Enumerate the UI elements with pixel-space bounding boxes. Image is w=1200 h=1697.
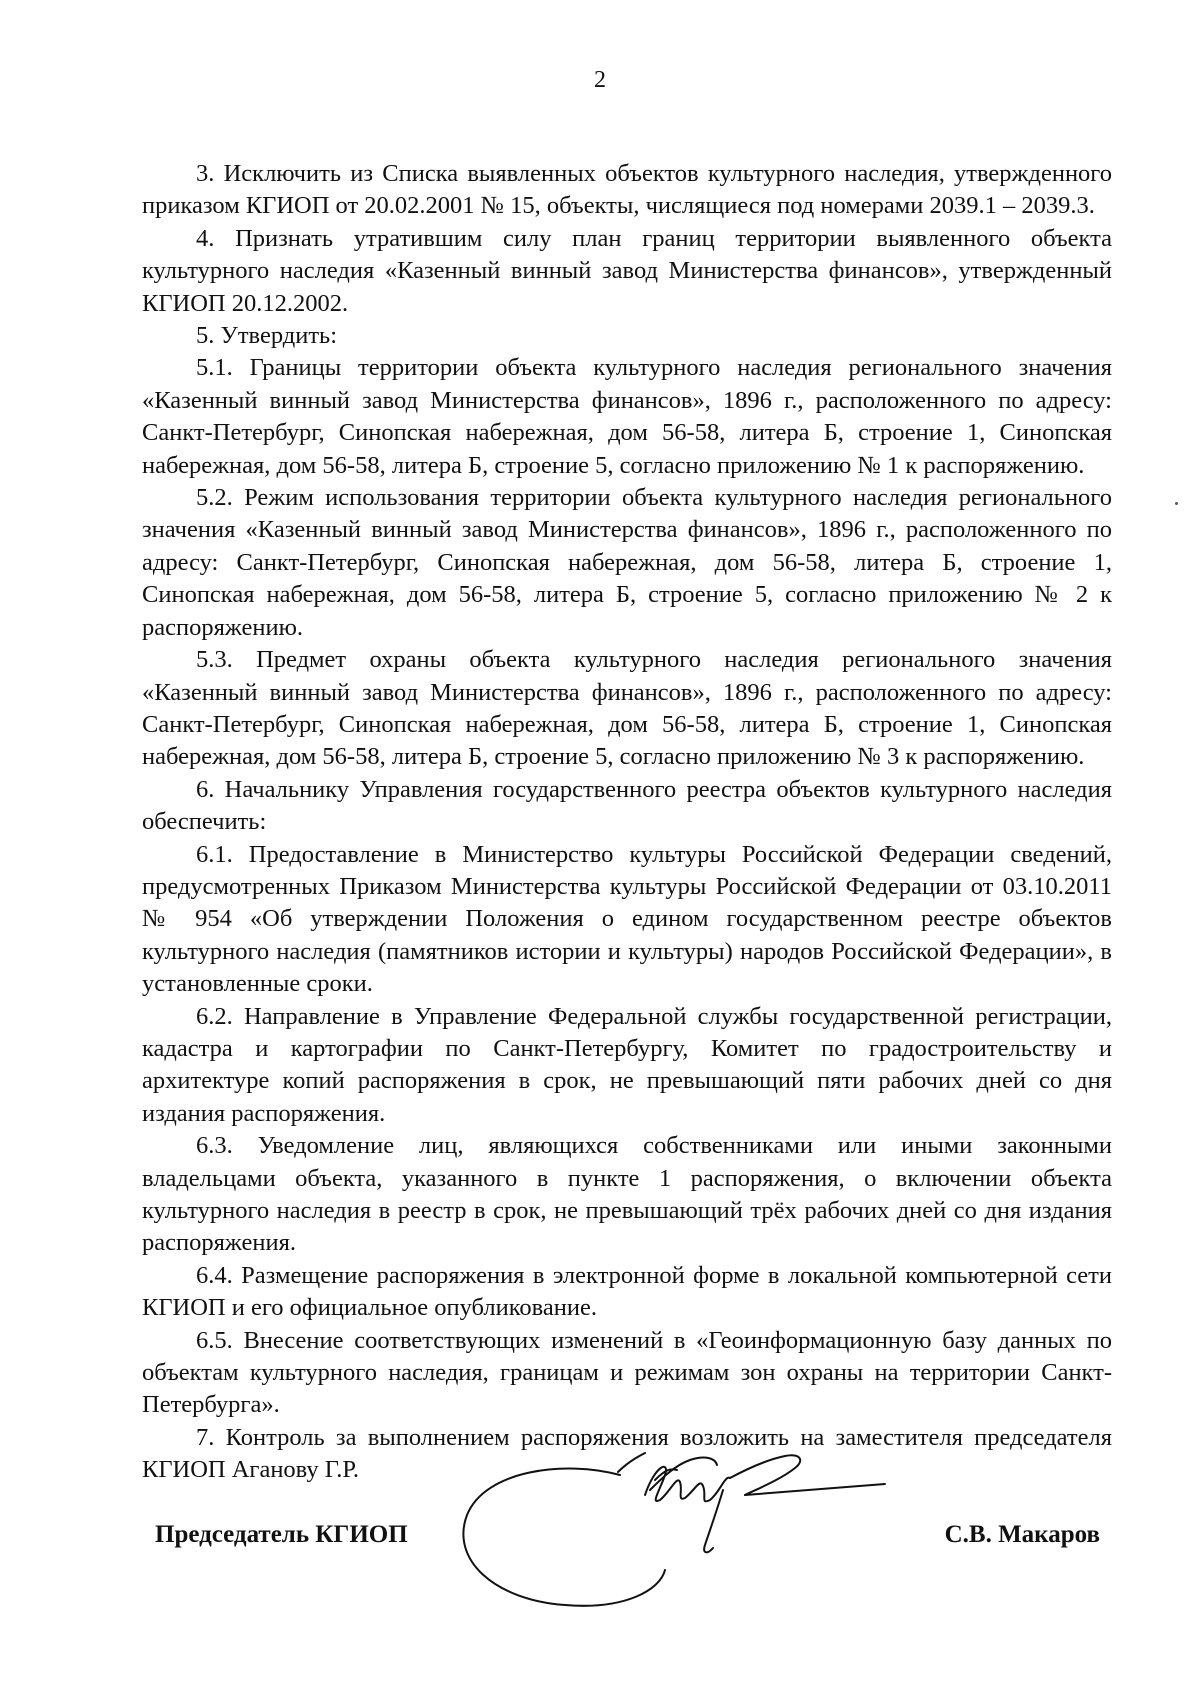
- scan-artifact-dot: [1175, 502, 1178, 505]
- paragraph-6-5: 6.5. Внесение соответствующих изменений в «Геоинформационную базу данных по объектам культурного наследия, границам и режимам зон охраны на территории Санкт-Петербурга».: [142, 1326, 1112, 1419]
- signatory-name: С.В. Макаров: [944, 1521, 1100, 1548]
- handwritten-signature: [455, 1420, 915, 1620]
- paragraph-5-3: 5.3. Предмет охраны объекта культурного наследия регионального значения «Казенный винный завод Министерства финансов», 1896 г., расположенного по адресу: Санкт-Петербург, Синопская набережная, дом 56-58, литера Б, строение 1, Синопская набережная, дом 56-58, литера Б, строение 5, согласно приложению № 3 к распоряжению.: [142, 646, 1112, 771]
- paragraph-4: 4. Признать утратившим силу план границ территории выявленного объекта культурного наследия «Казенный винный завод Министерства финансов», утвержденный КГИОП 20.12.2002.: [142, 224, 1112, 317]
- document-body: [142, 158, 1112, 1487]
- paragraph-7: 7. Контроль за выполнением распоряжения возложить на заместителя председателя КГИОП Аганову Г.Р.: [142, 1423, 1112, 1484]
- paragraph-5-1: 5.1. Границы территории объекта культурного наследия регионального значения «Казенный винный завод Министерства финансов», 1896 г., расположенного по адресу: Санкт-Петербург, Синопская набережная, дом 56-58, литера Б, строение 1, Синопская набережная, дом 56-58, литера Б, строение 5, согласно приложению № 1 к распоряжению.: [142, 354, 1112, 479]
- paragraph-6-1: 6.1. Предоставление в Министерство культуры Российской Федерации сведений, предусмотренных Приказом Министерства культуры Российской Федерации от 03.10.2011 № 954 «Об утверждении Положения о едином государственном реестре объектов культурного наследия (памятников истории и культуры) народов Российской Федерации», в установленные сроки.: [142, 840, 1112, 998]
- paragraph-6-2: 6.2. Направление в Управление Федеральной службы государственной регистрации, кадастра и картографии по Санкт-Петербургу, Комитет по градостроительству и архитектуре копий распоряжения в срок, не превышающий пяти рабочих дней со дня издания распоряжения.: [142, 1002, 1112, 1127]
- signatory-position: Председатель КГИОП: [155, 1521, 408, 1548]
- paragraph-3: 3. Исключить из Списка выявленных объектов культурного наследия, утвержденного приказом КГИОП от 20.02.2001 № 15, объекты, числящиеся под номерами 2039.1 – 2039.3.: [142, 160, 1112, 220]
- paragraph-6: 6. Начальнику Управления государственного реестра объектов культурного наследия обеспечить:: [142, 775, 1112, 836]
- page-number: 2: [594, 67, 606, 93]
- paragraph-6-4: 6.4. Размещение распоряжения в электронной форме в локальной компьютерной сети КГИОП и его официальное опубликование.: [142, 1261, 1112, 1322]
- signature-block: [0, 1420, 1200, 1620]
- paragraph-5: 5. Утвердить:: [196, 322, 338, 350]
- paragraph-6-3: 6.3. Уведомление лиц, являющихся собственниками или иными законными владельцами объекта, указанного в пункте 1 распоряжения, о включении объекта культурного наследия в реестр в срок, не превышающий трёх рабочих дней со дня издания распоряжения.: [142, 1132, 1112, 1257]
- paragraph-5-2: 5.2. Режим использования территории объекта культурного наследия регионального значения «Казенный винный завод Министерства финансов», 1896 г., расположенного по адресу: Санкт-Петербург, Синопская набережная, дом 56-58, литера Б, строение 1, Синопская набережная, дом 56-58, литера Б, строение 5, согласно приложению № 2 к распоряжению.: [142, 484, 1112, 641]
